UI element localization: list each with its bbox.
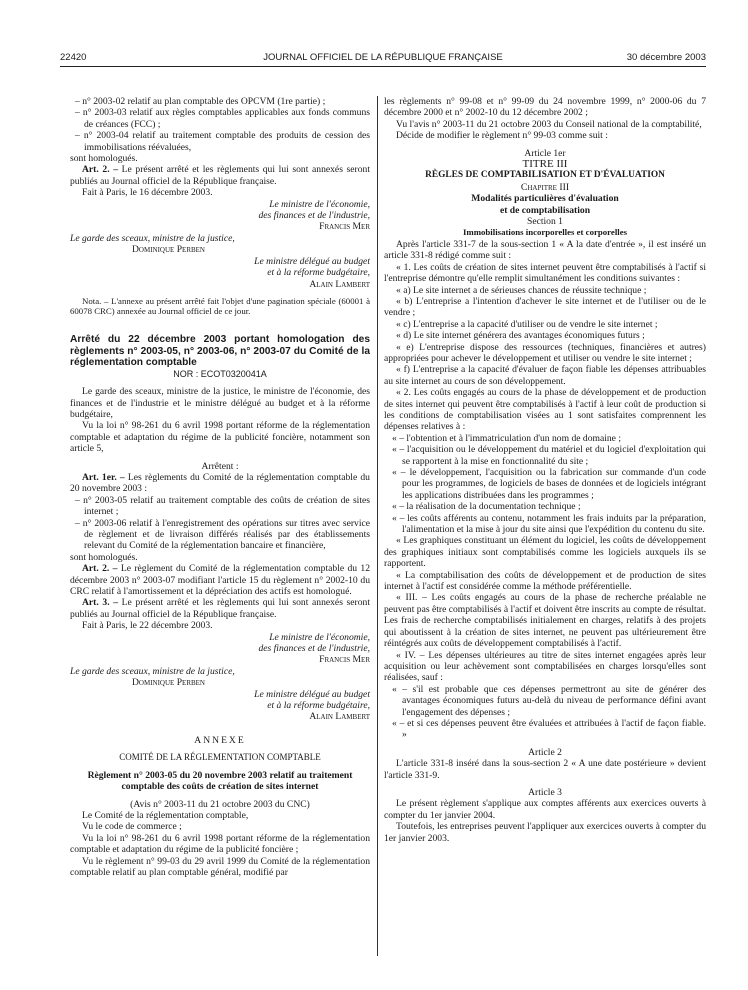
signatory-name: Alain Lambert [309, 711, 370, 723]
list-item: « – l'acquisition ou le développement du matériel et du logiciel d'exploitation qui se rapportent à la mise en fonctionnalité du site ; [392, 444, 706, 467]
left-column [70, 96, 370, 878]
signatory-title: et à la réforme budgétaire, [267, 267, 370, 279]
regles-heading: RÈGLES DE COMPTABILISATION ET D'ÉVALUATION [425, 170, 665, 181]
signatory-name: Dominique Perben [132, 244, 205, 256]
paragraph: Toutefois, les entreprises peuvent l'appliquer aux exercices ouverts à compter du 1er janvier 2003. [384, 821, 706, 844]
signed-place-date: Fait à Paris, le 16 décembre 2003. [82, 187, 213, 199]
signatory-title: Le ministre délégué au budget [254, 255, 370, 267]
page-number: 22420 [60, 52, 87, 63]
signed-place-date: Fait à Paris, le 22 décembre 2003. [82, 620, 213, 632]
list-item: « – la réalisation de la documentation technique ; [392, 501, 581, 513]
paragraph: Décide de modifier le règlement n° 99-03 comme suit : [396, 130, 608, 142]
list-item: – n° 2003-02 relatif au plan comptable des OPCVM (1re partie) ; [75, 96, 326, 107]
section-heading: Section 1 [527, 216, 563, 228]
right-column [384, 96, 706, 844]
homologues-text: sont homologués. [70, 153, 138, 165]
signatory-name: Dominique Perben [132, 677, 205, 689]
list-item: – n° 2003-04 relatif au traitement comptable des produits de cession des immobilisations réévaluées, [75, 130, 370, 153]
article-heading: Article 1er [524, 147, 566, 159]
column-divider [377, 96, 378, 956]
article-2-paragraph: Art. 2. – Le règlement du Comité de la réglementation comptable du 12 décembre 2003 n° 2003-07 modifiant l'article 15 du règlement n° 2002-10 du CRC relatif à l'amortissement et la dépréciation des actifs est homologué. [70, 563, 370, 597]
nor-reference: NOR : ECOT0320041A [173, 368, 267, 379]
paragraph: « 1. Les coûts de création de sites internet peuvent être comptabilisés à l'actif si l'entreprise démontre qu'elle remplit simultanément les conditions suivantes : [384, 261, 706, 285]
paragraph: « 2. Les coûts engagés au cours de la phase de développement et de production de sites internet qui peuvent être comptabilisés à l'actif à leur coût de production si les conditions de comptabilisation visées au 1 sont satisfaites comprennent les dépenses relatives à : [384, 387, 706, 433]
visa-paragraph: Vu le règlement n° 99-03 du 29 avril 1999 du Comité de la réglementation comptable relatif au plan comptable général, modifié par [70, 855, 370, 878]
paragraph: « Les graphiques constituant un élément du logiciel, les coûts de développement des graphiques initiaux sont comptabilisés comme les logiciels auxquels ils se rapportent. [384, 535, 706, 570]
list-item: « – les coûts afférents au contenu, notamment les frais induits par la préparation, l'alimentation et la mise à jour du site ainsi que l'expédition du contenu du site. [392, 512, 706, 536]
paragraph: Le présent règlement s'applique aux comptes afférents aux exercices ouverts à compter du 1er janvier 2004. [384, 798, 706, 821]
signatory-name: Alain Lambert [309, 278, 370, 290]
article-2-paragraph: Art. 2. – Le présent arrêté et les règlements qui lui sont annexés seront publiés au Journal officiel de la République française. [70, 164, 370, 187]
modalites-heading: et de comptabilisation [499, 204, 591, 216]
paragraph: Vu l'avis n° 2003-11 du 21 octobre 2003 du Conseil national de la comptabilité, [396, 118, 702, 130]
list-item: « – s'il est probable que ces dépenses permettront au site de générer des avantages économiques futurs au-delà du niveau de performance défini avant l'engagement des dépenses ; [392, 683, 706, 718]
article-label: Art. 2. – [82, 164, 119, 176]
signatory-name: Francis Mer [319, 221, 370, 233]
list-item: « – l'obtention et à l'immatriculation d'un nom de domaine ; [392, 432, 621, 444]
paragraph: « IV. – Les dépenses ultérieures au titre de sites internet engagées après leur acquisition ou leur achèvement sont comptabilisées en charges lorsqu'elles sont réalisées, sauf : [384, 649, 706, 684]
arrete-title: Arrêté du 22 décembre 2003 portant homologation des règlements n° 2003-05, n° 2003-06, n° 2003-07 du Comité de la réglementation comptable [70, 333, 370, 369]
list-item: « – le développement, l'acquisition ou la fabrication sur commande d'un code pour les programmes, de logiciels de bases de données et de logiciels intégrant les applications distribuées dans les programmes ; [392, 467, 706, 501]
modalites-heading: Modalités particulières d'évaluation [471, 193, 619, 205]
nota-text: Nota. – L'annexe au présent arrêté fait l'objet d'une pagination spéciale (60001 à 60078 CRC) annexée au Journal officiel de ce jour. [70, 295, 370, 316]
list-item: « – et si ces dépenses peuvent être évaluées et attribuées à l'actif de façon fiable. » [392, 717, 706, 741]
signatory-title: et à la réforme budgétaire, [267, 700, 370, 712]
page-header [60, 52, 706, 66]
preamble-paragraph: Le garde des sceaux, ministre de la justice, le ministre de l'économie, des finances et de l'industrie et le ministre délégué au budget et à la réforme budgétaire, [70, 386, 370, 420]
paragraph: « d) Le site internet générera des avantages économiques futurs ; [396, 330, 645, 342]
article-heading: Article 3 [528, 786, 562, 798]
arretent-heading: Arrêtent : [201, 460, 239, 472]
annexe-heading: ANNEXE [194, 734, 246, 746]
article-1-paragraph: Art. 1er. – Les règlements du Comité de la réglementation comptable du 20 novembre 2003 : [70, 471, 370, 495]
signatory-title: des finances et de l'industrie, [258, 210, 370, 222]
homologues-text: sont homologués. [70, 551, 138, 563]
list-item: – n° 2003-05 relatif au traitement comptable des coûts de création de sites internet ; [75, 494, 370, 518]
chapitre-heading: Chapitre III [520, 181, 570, 193]
titre-heading: TITRE III [522, 158, 568, 171]
paragraph: « e) L'entreprise dispose des ressources (techniques, financières et autres) appropriées pour achever le développement et utiliser ou vendre le site internet ; [384, 341, 706, 364]
paragraph: « III. – Les coûts engagés au cours de la phase de recherche préalable ne peuvent pas être comptabilisés à l'actif et doivent être inscrits au compte de résultat. Les frais de recherche comptabilisés initialement en charges, relatifs à des projets qui aboutissent à la création de sites internet, ne peuvent pas ultérieurement être réintégrés aux coûts de développement comptabilisés à l'actif. [384, 592, 706, 650]
paragraph: « c) L'entreprise a la capacité d'utiliser ou de vendre le site internet ; [396, 318, 658, 330]
signatory-title: Le ministre délégué au budget [254, 688, 370, 700]
paragraph: « f) L'entreprise a la capacité d'évaluer de façon fiable les dépenses attribuables au site internet au cours de son développement. [384, 364, 706, 387]
article-heading: Article 2 [528, 746, 562, 758]
visa-paragraph: Vu la loi n° 98-261 du 6 avril 1998 portant réforme de la réglementation comptable et adaptation du régime de la publicité foncière ; [70, 832, 370, 856]
paragraph: les règlements n° 99-08 et n° 99-09 du 24 novembre 1999, n° 2000-06 du 7 décembre 2000 et n° 2002-10 du 12 décembre 2002 ; [384, 96, 706, 119]
list-item: – n° 2003-06 relatif à l'enregistrement des opérations sur titres avec service de règlement et de livraison différés réalisés par des établissements relevant du Comité de la réglementation bancaire et financière, [75, 517, 370, 552]
paragraph: « La comptabilisation des coûts de développement et de production de sites internet à l'actif est considérée comme la méthode préférentielle. [384, 569, 706, 593]
reglement-title: Règlement n° 2003-05 du 20 novembre 2003 relatif au traitement comptable des coûts de création de sites internet [87, 769, 353, 793]
immobilisations-heading: Immobilisations incorporelles et corporelles [462, 227, 628, 238]
signatory-name: Francis Mer [319, 654, 370, 666]
signatory-title: Le ministre de l'économie, [269, 631, 370, 643]
visa-paragraph: Vu la loi n° 98-261 du 6 avril 1998 portant réforme de la réglementation comptable et adaptation du régime de la publicité foncière, notamment son article 5, [70, 420, 370, 455]
comite-heading: COMITÉ DE LA RÉGLEMENTATION COMPTABLE [119, 752, 321, 763]
signatory-title: des finances et de l'industrie, [258, 643, 370, 655]
signatory-title: Le garde des sceaux, ministre de la justice, [70, 232, 235, 244]
header-rule [60, 66, 706, 67]
visa-paragraph: Le Comité de la réglementation comptable, [82, 809, 249, 821]
journal-title: JOURNAL OFFICIEL DE LA RÉPUBLIQUE FRANÇAISE [263, 52, 503, 63]
avis-reference: (Avis n° 2003-11 du 21 octobre 2003 du CNC) [130, 798, 310, 810]
paragraph: L'article 331-8 inséré dans la sous-section 2 « A une date postérieure » devient l'article 331-9. [384, 758, 706, 781]
issue-date: 30 décembre 2003 [626, 52, 706, 63]
article-3-paragraph: Art. 3. – Le présent arrêté et les règlements qui lui sont annexés seront publiés au Journal officiel de la République française. [70, 597, 370, 620]
signatory-title: Le ministre de l'économie, [269, 198, 370, 210]
paragraph: « b) L'entreprise a l'intention d'achever le site internet et de l'utiliser ou de le vendre ; [384, 295, 706, 319]
list-item: – n° 2003-03 relatif aux règles comptables applicables aux fonds communs de créances (FCC) ; [75, 107, 370, 130]
paragraph: Après l'article 331-7 de la sous-section 1 « A la date d'entrée », il est inséré un article 331-8 rédigé comme suit : [384, 238, 706, 262]
visa-paragraph: Vu le code de commerce ; [82, 821, 182, 833]
paragraph: « a) Le site internet a de sérieuses chances de réussite technique ; [396, 284, 647, 296]
signatory-title: Le garde des sceaux, ministre de la justice, [70, 665, 235, 677]
